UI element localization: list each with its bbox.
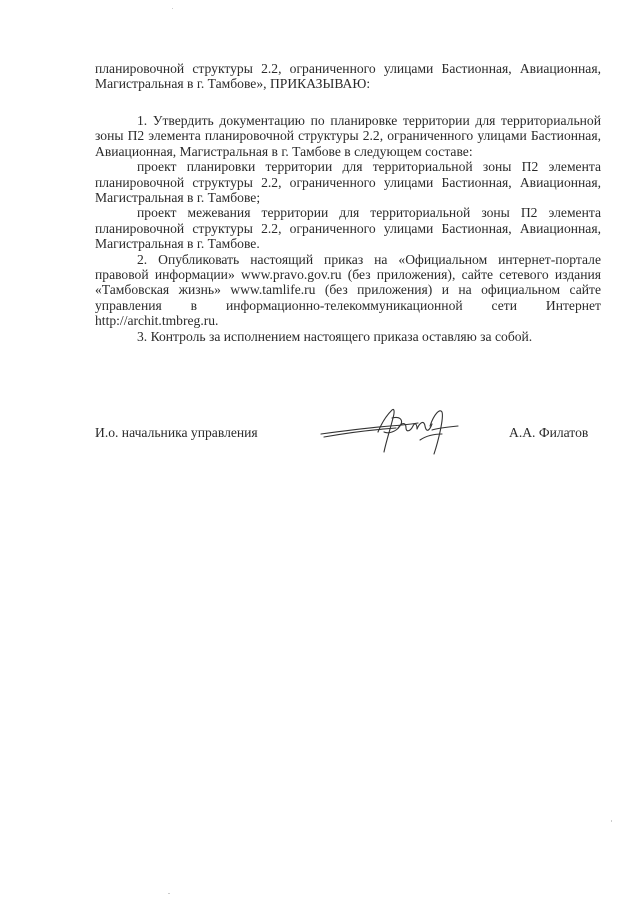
- item-2: 2. Опубликовать настоящий приказ на «Официальном интернет-портале правовой информации» www.pravo.gov.ru (без приложения), сайте сетевого издания «Тамбовская жизнь» www.tamlife.ru (без приложения) и на официальном сайте управления в информационно-телекоммуникационной сети Интернет http://archit.tmbreg.ru.: [95, 251, 601, 329]
- signatory-role: И.о. начальника управления: [95, 425, 258, 440]
- document-intro: [95, 61, 601, 92]
- scan-speck: [168, 893, 170, 894]
- item-1-survey-project: проект межевания территории для территориальной зоны П2 элемента планировочной структуры 2.2, ограниченного улицами Бастионная, Авиационная, Магистральная в г. Тамбове.: [95, 205, 601, 252]
- scan-speck: [611, 820, 612, 822]
- signatory-name: А.А. Филатов: [509, 425, 589, 440]
- document-body: [95, 113, 601, 344]
- intro-paragraph: планировочной структуры 2.2, ограниченного улицами Бастионная, Авиационная, Магистральная в г. Тамбове», ПРИКАЗЫВАЮ:: [95, 61, 601, 92]
- scan-speck: [172, 8, 173, 9]
- handwritten-signature: [318, 402, 468, 460]
- item-3: 3. Контроль за исполнением настоящего приказа оставляю за собой.: [137, 328, 533, 344]
- item-1: 1. Утвердить документацию по планировке территории для территориальной зоны П2 элемента планировочной структуры 2.2, ограниченного улицами Бастионная, Авиационная, Магистральная в г. Тамбове в следующем составе:: [95, 113, 601, 159]
- item-1-planning-project: проект планировки территории для территориальной зоны П2 элемента планировочной структуры 2.2, ограниченного улицами Бастионная, Авиационная, Магистральная в г. Тамбове;: [95, 159, 601, 206]
